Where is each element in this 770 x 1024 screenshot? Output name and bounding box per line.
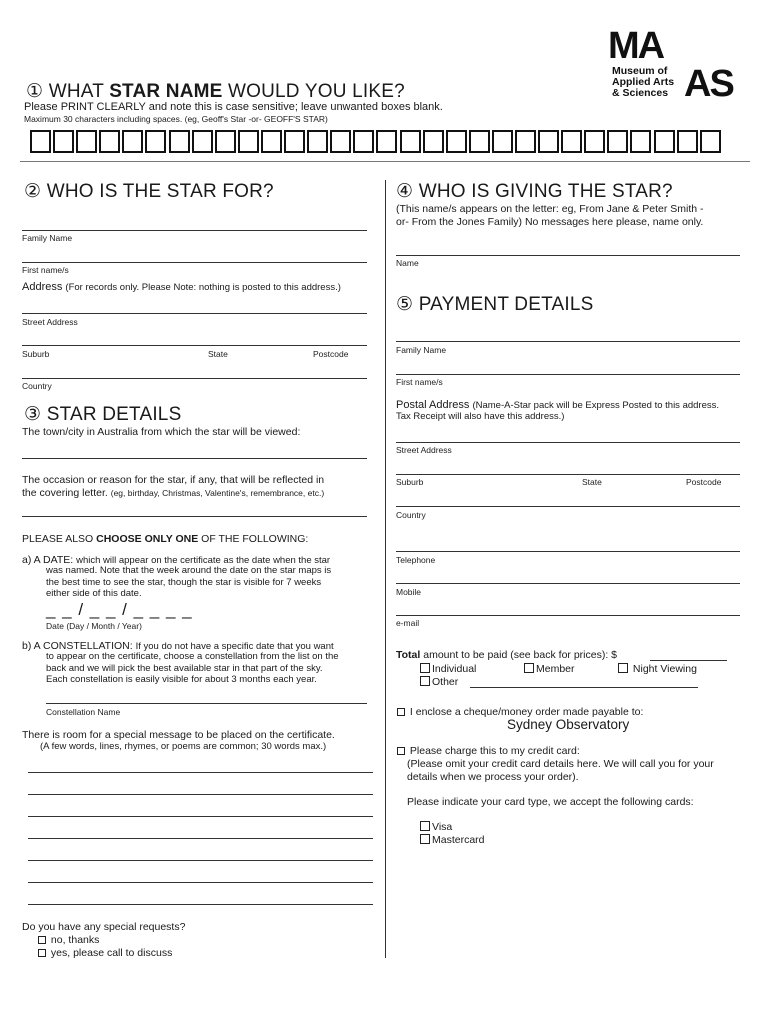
section1-heading xyxy=(26,80,405,103)
requests-no-label: no, thanks xyxy=(50,934,100,946)
payer-state-label: State xyxy=(582,477,602,487)
divider-top xyxy=(20,161,750,162)
section1-note: Maximum 30 characters including spaces. (eg, Geoff's Star -or- GEOFF'S STAR) xyxy=(24,114,328,124)
occasion-question-2 xyxy=(22,487,324,499)
message-line-1[interactable] xyxy=(28,772,373,773)
mastercard-option[interactable] xyxy=(420,834,485,846)
constellation-label: Constellation Name xyxy=(46,707,121,717)
total-bold: Total xyxy=(396,649,421,661)
mobile-input[interactable] xyxy=(396,583,740,584)
option-a-text4: either side of this date. xyxy=(46,588,142,599)
giver-name-label: Name xyxy=(396,258,419,268)
country-label: Country xyxy=(22,381,52,391)
member-label: Member xyxy=(536,663,575,675)
message-line-5[interactable] xyxy=(28,860,373,861)
cheque-label: I enclose a cheque/money order made payable to: xyxy=(409,706,644,718)
first-names-label: First name/s xyxy=(22,265,69,275)
postal-address-heading xyxy=(396,399,719,411)
star-name-char-box[interactable] xyxy=(584,130,605,153)
total-text: amount to be paid (see back for prices): $ xyxy=(420,649,617,661)
section1-title-pre: WHAT xyxy=(48,81,110,102)
star-name-char-box[interactable] xyxy=(122,130,143,153)
giver-note-1: (This name/s appears on the letter: eg, From Jane & Peter Smith - xyxy=(396,203,704,215)
date-label: Date (Day / Month / Year) xyxy=(46,621,142,631)
night-viewing-label: Night Viewing xyxy=(632,663,697,675)
logo-line1: Museum of xyxy=(612,65,668,77)
email-label: e-mail xyxy=(396,618,420,628)
star-name-char-box[interactable] xyxy=(284,130,305,153)
other-checkbox[interactable] xyxy=(420,676,430,686)
occasion-input[interactable] xyxy=(22,516,367,517)
telephone-input[interactable] xyxy=(396,551,740,552)
mastercard-label: Mastercard xyxy=(432,834,485,846)
option-b-text3: back and we will pick the best available star in that part of the sky. xyxy=(46,662,323,674)
section5-heading xyxy=(396,293,593,316)
payer-country-input[interactable] xyxy=(396,506,740,507)
payer-postcode-label: Postcode xyxy=(686,477,722,487)
star-name-char-box[interactable] xyxy=(307,130,328,153)
payer-suburb-input[interactable] xyxy=(396,474,740,475)
postal-label: Postal Address xyxy=(396,399,470,411)
section4-title: WHO IS GIVING THE STAR? xyxy=(418,181,673,202)
logo-mark-bottom: AS xyxy=(684,63,733,105)
section4-heading xyxy=(396,180,673,203)
option-b-description xyxy=(46,651,339,686)
message-note: (A few words, lines, rhymes, or poems are common; 30 words max.) xyxy=(40,741,327,752)
mastercard-checkbox[interactable] xyxy=(420,834,430,844)
option-a-description xyxy=(46,565,331,600)
first-names-input[interactable] xyxy=(22,262,367,263)
star-name-char-box[interactable] xyxy=(192,130,213,153)
requests-yes-label: yes, please call to discuss xyxy=(50,947,173,959)
member-checkbox[interactable] xyxy=(524,663,534,673)
telephone-label: Telephone xyxy=(396,555,436,565)
individual-option[interactable] xyxy=(420,663,476,675)
other-label: Other xyxy=(432,676,459,688)
postal-note-2: Tax Receipt will also have this address.) xyxy=(396,411,565,422)
section4-number: ④ xyxy=(396,181,414,202)
town-question: The town/city in Australia from which the star will be viewed: xyxy=(22,426,301,438)
option-b-text4: Each constellation is easily visible for about 3 months each year. xyxy=(46,674,317,685)
giver-name-input[interactable] xyxy=(396,255,740,256)
payer-street-label: Street Address xyxy=(396,445,452,455)
star-name-char-box[interactable] xyxy=(423,130,444,153)
requests-yes-checkbox[interactable] xyxy=(38,949,46,957)
logo-mark-top: MA xyxy=(608,25,664,67)
star-name-char-box[interactable] xyxy=(677,130,698,153)
requests-no-checkbox[interactable] xyxy=(38,936,46,944)
street-address-label: Street Address xyxy=(22,317,78,327)
star-name-char-box[interactable] xyxy=(446,130,467,153)
country-input[interactable] xyxy=(22,378,367,379)
address-heading xyxy=(22,281,341,293)
option-b-label: b) A CONSTELLATION: xyxy=(22,640,133,652)
star-name-char-box[interactable] xyxy=(492,130,513,153)
section3-number: ③ xyxy=(24,404,42,425)
postal-note-1: (Name-A-Star pack will be Express Posted to this address. xyxy=(472,400,720,411)
logo-line2: Applied Arts xyxy=(612,76,675,88)
postcode-label: Postcode xyxy=(313,349,349,359)
date-input[interactable]: _ _ / _ _ / _ _ _ _ xyxy=(46,600,193,619)
night-viewing-option[interactable] xyxy=(618,663,697,675)
credit-card-option[interactable] xyxy=(397,745,580,757)
requests-yes-option[interactable] xyxy=(38,947,172,959)
message-line-2[interactable] xyxy=(28,794,373,795)
town-input[interactable] xyxy=(22,458,367,459)
card-types-question: Please indicate your card type, we accept the following cards: xyxy=(407,796,694,808)
star-name-char-box[interactable] xyxy=(30,130,51,153)
section2-number: ② xyxy=(24,181,42,202)
suburb-state-postcode-input[interactable] xyxy=(22,345,367,346)
star-name-char-box[interactable] xyxy=(469,130,490,153)
occasion-question-1: The occasion or reason for the star, if any, that will be reflected in xyxy=(22,474,325,486)
star-name-char-box[interactable] xyxy=(538,130,559,153)
star-name-char-box[interactable] xyxy=(76,130,97,153)
star-name-char-box[interactable] xyxy=(53,130,74,153)
section5-title: PAYMENT DETAILS xyxy=(418,294,594,315)
address-note: (For records only. Please Note: nothing is posted to this address.) xyxy=(65,282,341,293)
section1-title-post: WOULD YOU LIKE? xyxy=(222,81,405,102)
star-name-char-box[interactable] xyxy=(353,130,374,153)
other-option[interactable] xyxy=(420,676,458,688)
total-amount-input[interactable] xyxy=(650,660,727,661)
night-viewing-checkbox[interactable] xyxy=(618,663,628,673)
star-name-char-box[interactable] xyxy=(145,130,166,153)
visa-option[interactable] xyxy=(420,821,452,833)
giver-note-2: or- From the Jones Family) No messages here please, name only. xyxy=(396,216,704,228)
star-name-char-box[interactable] xyxy=(330,130,351,153)
suburb-label: Suburb xyxy=(22,349,50,359)
payer-street-input[interactable] xyxy=(396,442,740,443)
individual-label: Individual xyxy=(432,663,477,675)
star-name-char-box[interactable] xyxy=(238,130,259,153)
star-name-char-box[interactable] xyxy=(261,130,282,153)
message-line-3[interactable] xyxy=(28,816,373,817)
star-name-char-box[interactable] xyxy=(376,130,397,153)
email-input[interactable] xyxy=(396,615,740,616)
section5-number: ⑤ xyxy=(396,294,414,315)
option-b-text2: to appear on the certificate, choose a constellation from the list on the xyxy=(46,651,339,662)
message-line-4[interactable] xyxy=(28,838,373,839)
message-intro: There is room for a special message to be placed on the certificate. xyxy=(22,729,335,741)
star-name-char-box[interactable] xyxy=(215,130,236,153)
street-address-input[interactable] xyxy=(22,313,367,314)
visa-checkbox[interactable] xyxy=(420,821,430,831)
star-name-char-box[interactable] xyxy=(400,130,421,153)
star-name-char-box[interactable] xyxy=(515,130,536,153)
star-name-char-box[interactable] xyxy=(700,130,721,153)
message-line-7[interactable] xyxy=(28,904,373,905)
visa-label: Visa xyxy=(432,821,453,833)
star-name-char-box[interactable] xyxy=(99,130,120,153)
star-name-char-box[interactable] xyxy=(561,130,582,153)
section2-title: WHO IS THE STAR FOR? xyxy=(46,181,274,202)
star-name-char-box[interactable] xyxy=(630,130,651,153)
logo-line3: & Sciences xyxy=(612,87,669,99)
section1-number: ① xyxy=(26,81,44,102)
address-label: Address xyxy=(22,281,63,293)
message-line-6[interactable] xyxy=(28,882,373,883)
credit-card-checkbox[interactable] xyxy=(397,747,405,755)
payee-name: Sydney Observatory xyxy=(507,717,630,732)
choose-bold: CHOOSE ONLY ONE xyxy=(96,533,199,545)
section1-title-bold: STAR NAME xyxy=(109,81,223,102)
section3-heading xyxy=(24,403,181,426)
payer-suburb-label: Suburb xyxy=(396,477,424,487)
section3-title: STAR DETAILS xyxy=(46,404,182,425)
family-name-input[interactable] xyxy=(22,230,367,231)
option-a-text2: was named. Note that the week around the date on the star maps is xyxy=(46,565,332,576)
option-a-label: a) A DATE: xyxy=(22,554,74,566)
individual-checkbox[interactable] xyxy=(420,663,430,673)
requests-no-option[interactable] xyxy=(38,934,99,946)
cheque-checkbox[interactable] xyxy=(397,708,405,716)
payer-country-label: Country xyxy=(396,510,426,520)
star-name-char-box[interactable] xyxy=(654,130,675,153)
total-amount-row xyxy=(396,649,617,661)
credit-card-label: Please charge this to my credit card: xyxy=(409,745,580,757)
option-a-text3: the best time to see the star, though the star is visible for 7 weeks xyxy=(46,576,322,588)
other-input[interactable] xyxy=(470,687,698,688)
section2-heading xyxy=(24,180,274,203)
column-divider xyxy=(385,180,386,958)
choose-one-heading xyxy=(22,533,308,545)
card-note-1: (Please omit your credit card details here. We will call you for your xyxy=(407,758,714,770)
occasion-example: (eg, birthday, Christmas, Valentine's, remembrance, etc.) xyxy=(110,488,325,498)
star-name-boxes xyxy=(30,130,723,153)
occasion-question-2-text: the covering letter. xyxy=(22,487,108,499)
payer-family-name-label: Family Name xyxy=(396,345,447,355)
payer-first-names-label: First name/s xyxy=(396,377,443,387)
option-a-text1: which will appear on the certificate as the date when the star xyxy=(76,555,331,566)
mobile-label: Mobile xyxy=(396,587,422,597)
member-option[interactable] xyxy=(524,663,575,675)
card-note-2: details when we process your order). xyxy=(407,771,579,783)
choose-post: OF THE FOLLOWING: xyxy=(198,533,309,545)
state-label: State xyxy=(208,349,228,359)
special-requests-question: Do you have any special requests? xyxy=(22,921,186,933)
star-name-char-box[interactable] xyxy=(169,130,190,153)
constellation-input[interactable] xyxy=(46,703,367,704)
option-b-text1: If you do not have a specific date that you want xyxy=(135,641,334,652)
logo-text xyxy=(612,66,674,99)
family-name-label: Family Name xyxy=(22,233,73,243)
star-name-char-box[interactable] xyxy=(607,130,628,153)
section1-instruction: Please PRINT CLEARLY and note this is case sensitive; leave unwanted boxes blank. xyxy=(24,101,443,113)
choose-pre: PLEASE ALSO xyxy=(22,533,97,545)
payer-family-name-input[interactable] xyxy=(396,341,740,342)
payer-first-names-input[interactable] xyxy=(396,374,740,375)
